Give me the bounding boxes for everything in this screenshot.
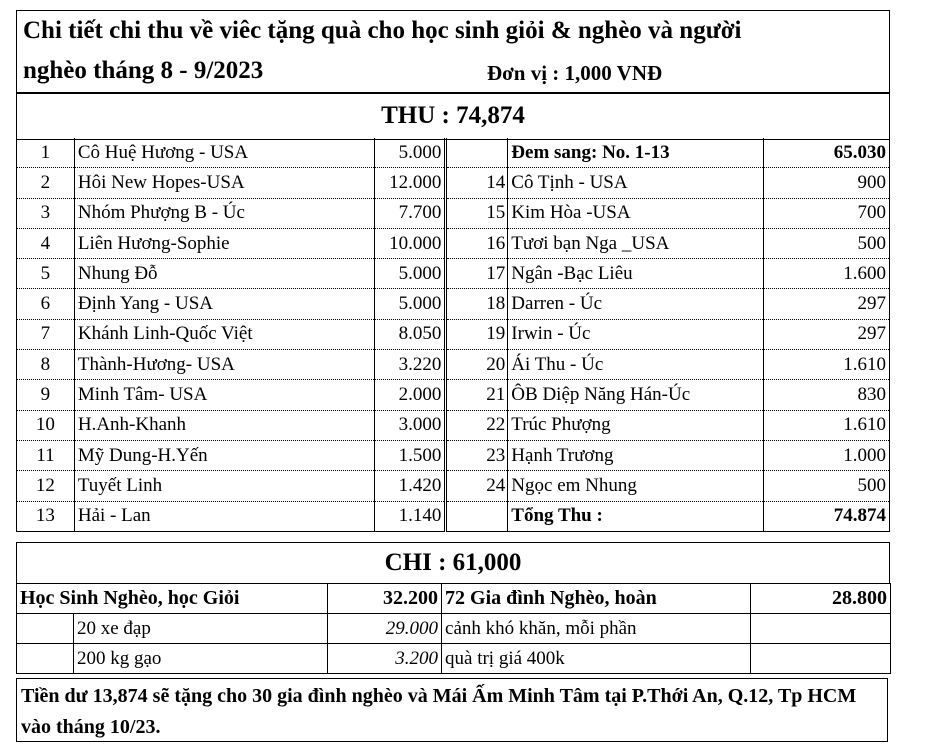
donation-amount: 700 [764, 198, 890, 228]
donation-amount: 65.030 [764, 138, 890, 168]
row-number: 19 [446, 319, 508, 349]
donor-name: H.Anh-Khanh [74, 410, 374, 440]
expense-item-label: 200 kg gạo [74, 644, 328, 674]
donation-amount: 5.000 [375, 259, 446, 289]
students-header: Học Sinh Nghèo, học Giỏi [17, 584, 328, 614]
donor-name: Tươi bạn Nga _USA [508, 228, 764, 258]
donor-name: Hạnh Trương [508, 440, 764, 470]
row-number: 10 [17, 410, 75, 440]
row-number: 13 [17, 501, 75, 531]
income-heading: THU : 74,874 [16, 92, 890, 140]
donor-name: Tổng Thu : [508, 501, 764, 531]
expense-item-amount: 29.000 [328, 614, 442, 644]
row-number: 15 [446, 198, 508, 228]
row-number: 3 [17, 198, 75, 228]
donation-amount: 1.420 [375, 471, 446, 501]
donor-name: Cô Huệ Hương - USA [74, 138, 374, 168]
row-number: 4 [17, 228, 75, 258]
row-number [446, 138, 508, 168]
donor-name: Trúc Phượng [508, 410, 764, 440]
donation-amount: 900 [764, 168, 890, 198]
donor-name: Hải - Lan [74, 501, 374, 531]
row-number: 9 [17, 380, 75, 410]
income-row [17, 380, 890, 410]
row-number [446, 501, 508, 531]
row-number: 21 [446, 380, 508, 410]
expense-row [17, 614, 891, 644]
students-total: 32.200 [328, 584, 442, 614]
row-number: 22 [446, 410, 508, 440]
income-row [17, 289, 890, 319]
empty-cell [17, 614, 74, 644]
row-number: 16 [446, 228, 508, 258]
donation-amount: 1.000 [764, 440, 890, 470]
donation-amount: 1.140 [375, 501, 446, 531]
row-number: 24 [446, 471, 508, 501]
families-note-line: cảnh khó khăn, mỗi phần [442, 614, 751, 644]
donor-name: Cô Tịnh - USA [508, 168, 764, 198]
income-row [17, 501, 890, 531]
income-row [17, 350, 890, 380]
expense-heading: CHI : 61,000 [16, 542, 890, 584]
donor-name: Ngân -Bạc Liêu [508, 259, 764, 289]
donor-name: Thành-Hương- USA [74, 350, 374, 380]
expense-header-row [17, 584, 891, 614]
income-row [17, 410, 890, 440]
row-number: 1 [17, 138, 75, 168]
donation-amount: 500 [764, 228, 890, 258]
families-total: 28.800 [751, 584, 891, 614]
row-number: 20 [446, 350, 508, 380]
row-number: 6 [17, 289, 75, 319]
donor-name: Nhóm Phượng B - Úc [74, 198, 374, 228]
donation-amount: 10.000 [375, 228, 446, 258]
expense-item-amount: 3.200 [328, 644, 442, 674]
donation-amount: 12.000 [375, 168, 446, 198]
expense-row [17, 644, 891, 674]
row-number: 5 [17, 259, 75, 289]
income-row [17, 319, 890, 349]
balance-note: Tiền dư 13,874 sẽ tặng cho 30 gia đình nghèo và Mái Ấm Minh Tâm tại P.Thới An, Q.12, Tp HCM vào tháng 10/23. [16, 678, 888, 742]
donor-name: Định Yang - USA [74, 289, 374, 319]
report-title-line2: nghèo tháng 8 - 9/2023 [23, 57, 264, 84]
donor-name: ÔB Diệp Năng Hán-Úc [508, 380, 764, 410]
donor-name: Khánh Linh-Quốc Việt [74, 319, 374, 349]
donation-amount: 7.700 [375, 198, 446, 228]
donor-name: Hôi New Hopes-USA [74, 168, 374, 198]
donor-name: Irwin - Úc [508, 319, 764, 349]
donor-name: Tuyết Linh [74, 471, 374, 501]
donor-name: Nhung Đỗ [74, 259, 374, 289]
row-number: 17 [446, 259, 508, 289]
row-number: 14 [446, 168, 508, 198]
row-number: 23 [446, 440, 508, 470]
donation-amount: 1.610 [764, 410, 890, 440]
income-row [17, 138, 890, 168]
donation-amount: 8.050 [375, 319, 446, 349]
donor-name: Darren - Úc [508, 289, 764, 319]
donor-name: Minh Tâm- USA [74, 380, 374, 410]
donation-amount: 1.610 [764, 350, 890, 380]
donor-name: Kim Hòa -USA [508, 198, 764, 228]
income-row [17, 198, 890, 228]
row-number: 18 [446, 289, 508, 319]
row-number: 8 [17, 350, 75, 380]
income-row [17, 228, 890, 258]
donor-name: Liên Hương-Sophie [74, 228, 374, 258]
income-row [17, 471, 890, 501]
row-number: 7 [17, 319, 75, 349]
empty-cell [751, 614, 891, 644]
income-table [16, 138, 890, 532]
donation-amount: 3.000 [375, 410, 446, 440]
donor-name: Đem sang: No. 1-13 [508, 138, 764, 168]
donation-amount: 74.874 [764, 501, 890, 531]
donation-amount: 500 [764, 471, 890, 501]
families-header: 72 Gia đình Nghèo, hoàn [442, 584, 751, 614]
donation-amount: 1.600 [764, 259, 890, 289]
donor-name: Ái Thu - Úc [508, 350, 764, 380]
income-row [17, 440, 890, 470]
donation-amount: 1.500 [375, 440, 446, 470]
empty-cell [751, 644, 891, 674]
report-title-line1: Chi tiết chi thu về viêc tặng quà cho học sinh giỏi & nghèo và người [23, 17, 742, 44]
families-note-line: quà trị giá 400k [442, 644, 751, 674]
row-number: 12 [17, 471, 75, 501]
donation-amount: 3.220 [375, 350, 446, 380]
donation-amount: 2.000 [375, 380, 446, 410]
expense-item-label: 20 xe đạp [74, 614, 328, 644]
row-number: 11 [17, 440, 75, 470]
donation-amount: 5.000 [375, 138, 446, 168]
empty-cell [17, 644, 74, 674]
donor-name: Ngọc em Nhung [508, 471, 764, 501]
donation-amount: 297 [764, 289, 890, 319]
expense-table [16, 583, 891, 674]
donation-amount: 297 [764, 319, 890, 349]
donation-amount: 5.000 [375, 289, 446, 319]
currency-unit: Đơn vị : 1,000 VNĐ [487, 61, 663, 85]
title-box [16, 10, 890, 94]
row-number: 2 [17, 168, 75, 198]
income-row [17, 259, 890, 289]
income-row [17, 168, 890, 198]
donation-amount: 830 [764, 380, 890, 410]
donor-name: Mỹ Dung-H.Yến [74, 440, 374, 470]
